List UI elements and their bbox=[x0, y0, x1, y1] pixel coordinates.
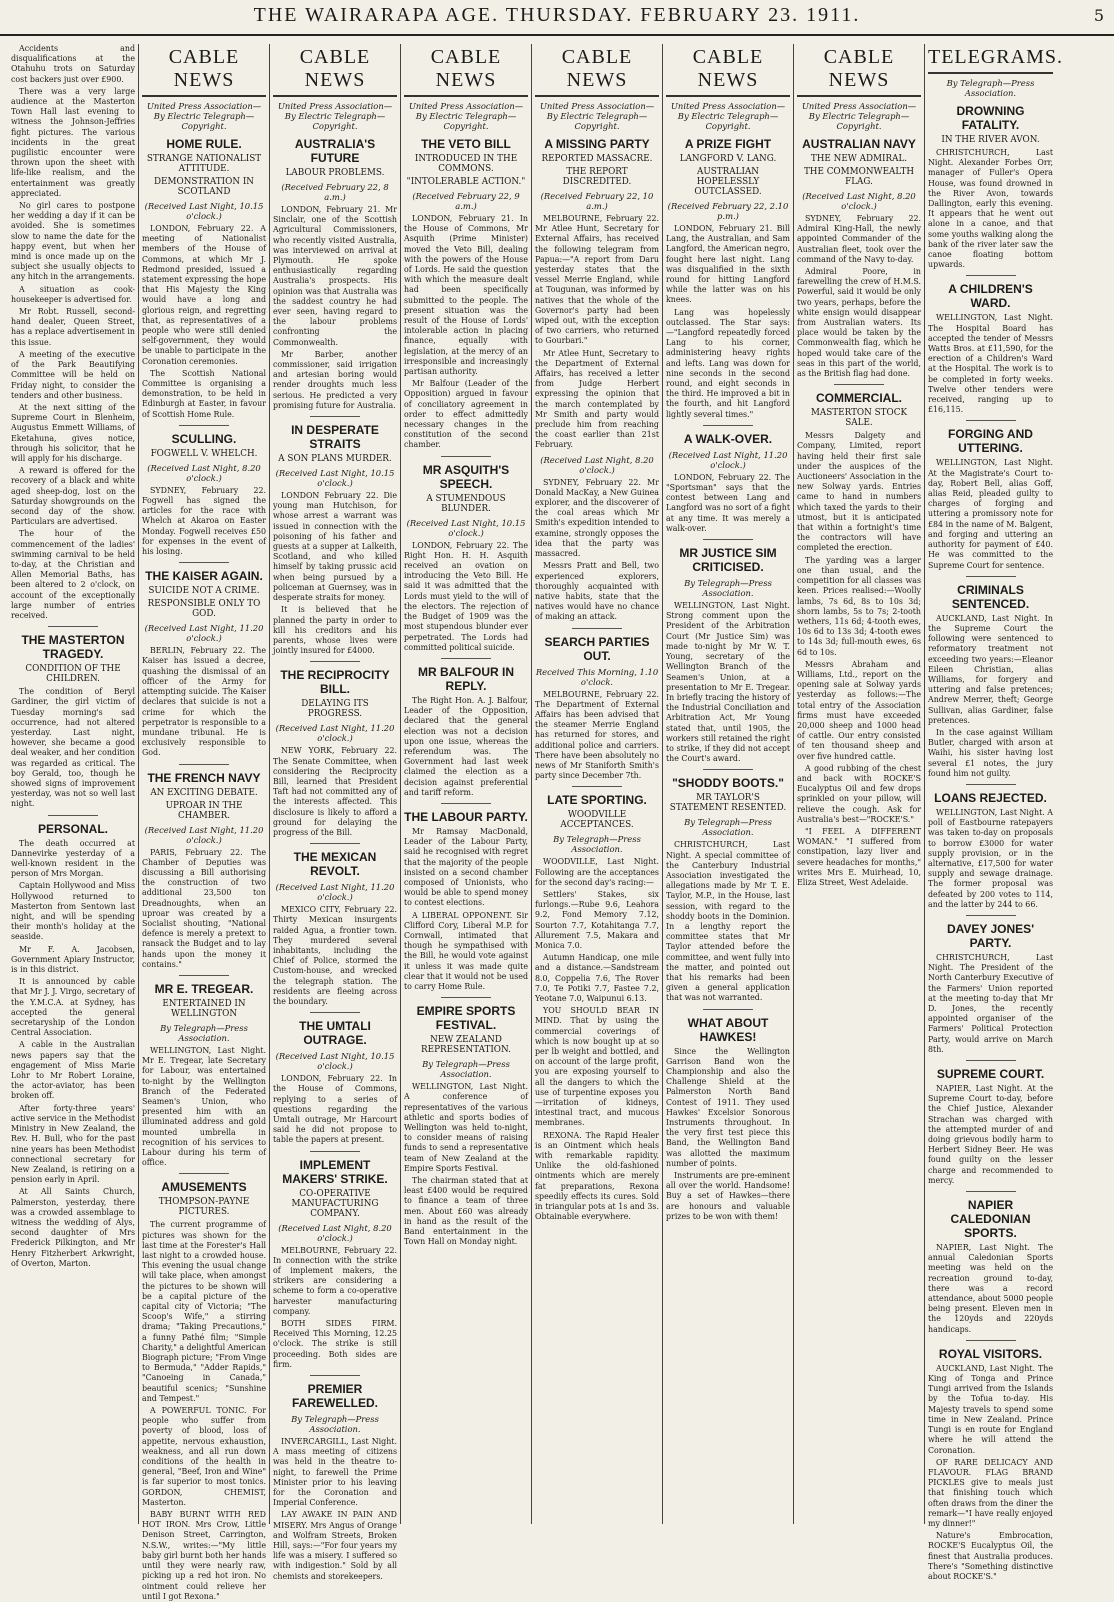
article-paragraph: WELLINGTON, Last Night. Mr E. Tregear, late Secretary for Labour, was entertained to-night by the Wellington Branch of the Federated Seamen's Union, who presented him with an illuminated address and gold mounted umbrella in recognition of his services to Labour during his term of office. bbox=[142, 1045, 266, 1168]
masthead bbox=[0, 4, 1114, 36]
divider bbox=[966, 915, 1016, 916]
article-subheading: MASTERTON STOCK SALE. bbox=[810, 408, 908, 429]
article-paragraph: A cable in the Australian news papers say that the engagement of Miss Marie Lohr to Mr Robert Loraine, the actor-aviator, has been broken off. bbox=[11, 1040, 135, 1101]
column-credit: United Press Association—By Electric Telegraph—Copyright. bbox=[277, 101, 393, 131]
article-heading: LOANS REJECTED. bbox=[934, 790, 1047, 805]
article-paragraph: Messrs Pratt and Bell, two experienced explorers, thoroughly acquainted with native habits, state that the natives would have no chance of making an attack. bbox=[535, 561, 659, 622]
column-cable-news-4 bbox=[532, 44, 663, 1524]
received-time: (Received Last Night, 10.15 o'clock.) bbox=[406, 517, 526, 538]
article-paragraph: A POWERFUL TONIC. For people who suffer from poverty of blood, loss of appetite, nervous exhaustion, weakness, and all run down conditions of the health in general, "Beef, Iron and Wine" is far superior to most tonics. GORDON, CHEMIST, Masterton. bbox=[142, 1406, 266, 1507]
article-paragraph: YOU SHOULD BEAR IN MIND. That by using the commercial coverings of which is now bought up at so per lb weight and bottled, and on account of the large profit, you are exposing yourself to all the dangers to which the use of turpentine exposes you—irritation of kidneys, intestinal tract, and mucous membranes. bbox=[535, 1006, 659, 1128]
article-heading: THE MEXICAN REVOLT. bbox=[293, 850, 377, 879]
column-cable-news-1 bbox=[139, 44, 270, 1601]
article-subheading: MR TAYLOR'S STATEMENT RESENTED. bbox=[669, 793, 787, 814]
article-subheading: STRANGE NATIONALIST ATTITUDE. bbox=[146, 154, 262, 174]
column-credit: By Telegraph—Press Association. bbox=[946, 78, 1035, 98]
received-time: (Received February 22, 9 a.m.) bbox=[412, 191, 520, 211]
article-subheading: LABOUR PROBLEMS. bbox=[285, 168, 385, 178]
article-paragraph: MEXICO CITY, February 22. Thirty Mexican insurgents raided Agua, a frontier town. They murdered several inhabitants, including the Chief of Police, stormed the Custom-house, and wrecked the telegraph station. The residents are fleeing across the boundary. bbox=[273, 905, 397, 1006]
article-paragraph: A good rubbing of the chest and back with ROCKE'S Eucalyptus Oil and few drops sprinkled on your pillow, will relieve the cough. Ask for Australia's best—"ROCKE'S." bbox=[797, 763, 921, 824]
column-banner: CABLE NEWS bbox=[142, 44, 266, 97]
article-subheading: LANGFORD V. LANG. bbox=[679, 154, 777, 164]
local-paragraph: There was a very large audience at the Masterton Town Hall last evening to witness the Johnson-Jeffries fight pictures. The various incidents in the great pugilistic encounter were thrown upon the sheet with life-like realism, and the entertainment was greatly appreciated. bbox=[11, 86, 135, 198]
article-paragraph: The chairman stated that at least £400 would be required to finance a team of three men. About £60 was already in hand as the result of the Band entertainment in the Town Hall on Monday night. bbox=[404, 1176, 528, 1247]
article-heading: WHAT ABOUT HAWKES! bbox=[687, 1015, 769, 1044]
article-heading: SUPREME COURT. bbox=[936, 1067, 1045, 1082]
article-credit: By Telegraph—Press Association. bbox=[160, 1022, 248, 1043]
column-cable-news-3 bbox=[401, 44, 532, 1524]
received-time: (Received Last Night, 11.20 o'clock.) bbox=[275, 723, 395, 744]
received-time: (Received Last Night, 11.20 o'clock.) bbox=[144, 623, 264, 644]
divider bbox=[310, 843, 360, 844]
article-heading: DROWNING FATALITY. bbox=[956, 104, 1025, 132]
received-time: (Received Last Night, 11.20 o'clock.) bbox=[144, 824, 264, 845]
divider bbox=[966, 275, 1016, 276]
article-heading: PERSONAL. bbox=[37, 821, 108, 836]
article-heading: THE MASTERTON TRAGEDY. bbox=[21, 633, 125, 662]
article-heading: THE KAISER AGAIN. bbox=[145, 569, 263, 584]
local-paragraph: The hour of the commencement of the ladies' swimming carnival to be held to-day, at the Christian and Allen Memorial Baths, has been altered to 2 o'clock, on account of the exceptionally large number of entries received. bbox=[11, 529, 135, 620]
column-cable-news-2 bbox=[270, 44, 401, 1581]
article-heading: A WALK-OVER. bbox=[683, 431, 773, 446]
article-heading: CRIMINALS SENTENCED. bbox=[951, 582, 1030, 611]
column-telegrams bbox=[925, 44, 1063, 1581]
article-paragraph: Nature's Embrocation, ROCKE'S Eucalyptus Oil, the finest that Australia produces. There's "Something distinctive about ROCKE'S." bbox=[928, 1531, 1053, 1581]
article-paragraph: MELBOURNE, February 22. In connection with the strike of implement makers, the strikers are considering a scheme to form a co-operative harvester manufacturing company. bbox=[273, 1245, 397, 1316]
article-paragraph: LONDON, February 22. The "Sportsman" says that the contest between Lang and Langford was no sort of a fight at any time. It was merely a walk-over. bbox=[666, 472, 790, 533]
column-local-news bbox=[8, 44, 139, 1524]
article-subheading: RESPONSIBLE ONLY TO GOD. bbox=[147, 599, 261, 620]
article-paragraph: It is believed that he planned the party in order to kill his creditors and his parents, whose lives were jointly insured for £4000. bbox=[273, 605, 397, 656]
received-time: (Received Last Night, 8.20 o'clock.) bbox=[802, 191, 916, 211]
article-subheading: THOMPSON-PAYNE PICTURES. bbox=[158, 1197, 250, 1218]
article-heading: EMPIRE SPORTS FESTIVAL. bbox=[416, 1004, 516, 1033]
article-paragraph: WELLINGTON, Last Night. The Hospital Board has accepted the tender of Messrs Watts Bros. at £11,590, for the erection of a Children's Ward at the Hospital. The work is to be completed in forty weeks. Twelve other tenders were received, ranging up to £16,115. bbox=[928, 313, 1053, 415]
article-heading: MR ASQUITH'S SPEECH. bbox=[422, 462, 510, 491]
article-paragraph: WOODVILLE, Last Night. Following are the acceptances for the second day's racing:— bbox=[535, 857, 659, 887]
column-banner: TELEGRAMS. bbox=[928, 44, 1053, 74]
divider bbox=[572, 786, 622, 787]
article-paragraph: Mr F. A. Jacobsen, Government Apiary Instructor, is in this district. bbox=[11, 944, 135, 975]
article-paragraph: The Scottish National Committee is organising a demonstration, to be held in Edinburgh at Easter, in favour of Scottish Home Rule. bbox=[142, 368, 266, 419]
local-paragraph: Mr Robt. Russell, second-hand dealer, Queen Street, has a replace advertisement in this issue. bbox=[11, 307, 135, 347]
article-paragraph: Autumn Handicap, one mile and a distance.—Sandstream 8.0, Coppelia 7.6, The Rover 7.0, Te Potiki 7.7, Fastee 7.2, Yeotane 7.0, Waipunui 6.13. bbox=[535, 953, 659, 1003]
divider bbox=[703, 1009, 753, 1010]
article-subheading: ENTERTAINED IN WELLINGTON bbox=[162, 998, 246, 1019]
article-paragraph: OF RARE DELICACY AND FLAVOUR. FLAG BRAND PICKLES give to meals just that finishing touch which often draws from the diner the remark—"I have really enjoyed my dinner!" bbox=[928, 1457, 1053, 1528]
article-subheading: AN EXCITING DEBATE. bbox=[150, 787, 258, 798]
divider bbox=[703, 425, 753, 426]
local-paragraph: A meeting of the executive of the Park Beautifying Committee will be held on Friday night, to consider the tenders and other business. bbox=[11, 349, 135, 400]
divider bbox=[441, 997, 491, 998]
article-heading: SCULLING. bbox=[171, 431, 237, 446]
divider bbox=[310, 1375, 360, 1376]
article-paragraph: NAPIER, Last Night. At the Supreme Court to-day, before the Chief Justice, Alexander Strachan was charged with the attempted murder of and doing grievous bodily harm to Herbert Sidney Beer. He was found guilty on the lesser charge and recommended to mercy. bbox=[928, 1084, 1053, 1185]
article-paragraph: At All Saints Church, Palmerston, yesterday, there was a crowded assemblage to witness the wedding of Alys, second daughter of Mrs Frederick Pilkington, and Mr Henry Fitzherbert Arkwright, of Overton, Marton. bbox=[11, 1187, 135, 1268]
received-time: (Received February 22, 8 a.m.) bbox=[281, 182, 389, 202]
article-paragraph: WELLINGTON, Last Night. A conference of representatives of the various athletic and sports bodies of Wellington was held to-night, to consider means of raising funds to send a representative team of New Zealand at the Empire Sports Festival. bbox=[404, 1082, 528, 1173]
article-paragraph: REXONA. The Rapid Healer is an Ointment which heals with remarkable rapidity. Unlike the old-fashioned ointments which are merely fat preparations, Rexona speedily effects its cures. Sold in triangular pots at 1s and 3s. Obtainable everywhere. bbox=[535, 1130, 659, 1222]
article-heading: COMMERCIAL. bbox=[816, 391, 902, 406]
article-heading: LATE SPORTING. bbox=[547, 793, 647, 808]
article-credit: By Telegraph—Press Association. bbox=[422, 1059, 510, 1080]
article-paragraph: Admiral Poore, in farewelling the crew of H.M.S. Powerful, said it would be only two years, perhaps, before the white ensign would disappear from Australian waters. Its place would be taken by the Commonwealth flag, which he hoped would take care of the seas in this part of the world, as the British flag had done. bbox=[797, 267, 921, 379]
article-paragraph: Mr Ramsay MacDonald, Leader of the Labour Party, said he recognised with regret that the majority of the people insisted on a second chamber composed of Unionists, who would be able to spend money to contest elections. bbox=[404, 826, 528, 908]
article-subheading: THE NEW ADMIRAL. bbox=[810, 154, 908, 164]
article-subheading: NEW ZEALAND REPRESENTATION. bbox=[421, 1035, 511, 1056]
received-time: (Received Last Night, 11.20 o'clock.) bbox=[668, 449, 788, 470]
article-paragraph: NAPIER, Last Night. The annual Caledonian Sports meeting was held on the recreation ground to-day, there was a record attendance, about 5000 people being present. Eleven men in the 120yds and 220yds handicaps. bbox=[928, 1243, 1053, 1334]
article-paragraph: Since the Wellington Garrison Band won the Championship and also the Challenge Shield at the Palmerston North Band Contest of 1911. They used Hawkes' Excelsior Sonorous Instruments throughout. In the very first test piece this Band, the Wellington Band was allotted the maximum number of points. bbox=[666, 1046, 790, 1168]
article-heading: THE FRENCH NAVY bbox=[147, 770, 261, 785]
received-time: (Received Last Night, 8.20 o'clock.) bbox=[147, 462, 261, 483]
article-paragraph: PARIS, February 22. The Chamber of Deputies was discussing a Bill authorising the construction of two additional 23,500 ton Dreadnoughts, when an uproar was created by a Socialist shouting, "National defence is merely a pretext to ransack the Budget and to lay hands upon the money it contains." bbox=[142, 847, 266, 969]
article-heading: A MISSING PARTY bbox=[544, 137, 650, 151]
page-columns bbox=[8, 44, 1108, 1601]
article-paragraph: MELBOURNE, February 22. Mr Atlee Hunt, Secretary for External Affairs, has received the following telegram from Papua:—"A report from Daru yesterday states that the vessel Merrie England, while at Tougunan, was informed by natives that the whole of the Governor's party had been wiped out, with the exception of two carriers, who returned to Gourbari." bbox=[535, 214, 659, 346]
article-heading: A PRIZE FIGHT bbox=[684, 137, 772, 151]
divider bbox=[834, 384, 884, 385]
article-credit: By Telegraph—Press Association. bbox=[553, 834, 641, 855]
article-heading: THE UMTALI OUTRAGE. bbox=[299, 1019, 371, 1048]
article-paragraph: LAY AWAKE IN PAIN AND MISERY. Mrs Angus of Orange and Wolfram Streets, Broken Hill, says:—"For four years my life was a misery. I suffered so with indigestion." Sold by all chemists and storekeepers. bbox=[273, 1510, 397, 1581]
article-paragraph: In the case against William Butler, charged with arson at Waihi, his sister having lost several £1 notes, the jury found him not guilty. bbox=[928, 727, 1053, 778]
divider bbox=[179, 975, 229, 976]
article-heading: FORGING AND UTTERING. bbox=[948, 427, 1033, 456]
article-subheading: CO-OPERATIVE MANUFACTURING COMPANY. bbox=[291, 1188, 379, 1219]
local-paragraph: No girl cares to postpone her wedding a day if it can be avoided. She is sometimes slow to name the date for the happy event, but when her mind is once made up on the subject she usually objects to any hitch in the arrangements. bbox=[11, 201, 135, 282]
article-credit: By Telegraph—Press Association. bbox=[684, 817, 772, 838]
article-paragraph: LONDON, February 21. In the House of Commons, Mr Asquith (Prime Minister) moved the Veto Bill, dealing with the powers of the House of Lords. He said the question with which the measure dealt had been specifically submitted to the people. The present situation was the result of the House of Lords' intolerable action in placing finance, equally with legislation, at the mercy of an irresponsible and increasingly partisan authority. bbox=[404, 214, 528, 377]
received-time: (Received Last Night, 8.20 o'clock.) bbox=[278, 1222, 392, 1243]
article-paragraph: AUCKLAND, Last Night. In the Supreme Court the following were sentenced to reformatory treatment not exceeding two years:—Eleanor Eileen Christian, alias Williams, for forgery and uttering and false pretences; Andrew Merrer, theft; George Sullivan, alias Gardiner, false pretences. bbox=[928, 613, 1053, 725]
divider bbox=[441, 658, 491, 659]
divider bbox=[703, 769, 753, 770]
column-credit: United Press Association—By Electric Telegraph—Copyright. bbox=[801, 101, 917, 131]
divider bbox=[310, 1012, 360, 1013]
received-time: Received This Morning, 1.10 o'clock. bbox=[535, 666, 659, 687]
article-heading: THE RECIPROCITY BILL. bbox=[280, 668, 390, 697]
column-banner: CABLE NEWS bbox=[797, 44, 921, 97]
page-number: 5 bbox=[1093, 6, 1104, 25]
column-credit: United Press Association—By Electric Telegraph—Copyright. bbox=[670, 101, 786, 131]
article-subheading: SUICIDE NOT A CRIME. bbox=[148, 586, 260, 597]
article-paragraph: LONDON, February 21. Mr Sinclair, one of the Scottish Agricultural Commissioners, who recently visited Australia, was interviewed on arrival at Plymouth. He spoke enthusiastically regarding Australia's prospects. His opinion was that Australia was the saddest country he had ever seen, having regard to the labour problems confronting the Commonwealth. bbox=[273, 205, 397, 347]
article-paragraph: After forty-three years' active service in the Methodist Ministry in New Zealand, the Rev. H. Bull, who for the past nine years has been Methodist connectional secretary for New Zealand, is retiring on a pension early in April. bbox=[11, 1103, 135, 1185]
article-subheading: IN THE RIVER AVON. bbox=[941, 135, 1040, 145]
article-paragraph: Instruments are pre-eminent all over the world. Handsome! Buy a set of Hawkes—there are honours and valuable prizes to be won with them! bbox=[666, 1171, 790, 1221]
received-time: (Received Last Night, 10.15 o'clock.) bbox=[144, 201, 264, 221]
article-paragraph: BABY BURNT WITH RED HOT IRON. Mrs Crow, Little Denison Street, Carrington, N.S.W., writes:—"My little baby girl burnt both her hands until they were nearly raw, picking up a red hot iron. No ointment could relieve her until I got Rexona." bbox=[142, 1510, 266, 1601]
article-paragraph: Settlers' Stakes, six furlongs.—Rube 9.6, Leahora 9.2, Fond Memory 7.12, Sourton 7.7, Kotahitanga 7.7, Allurement 7.5, Makara and Monica 7.0. bbox=[535, 889, 659, 950]
article-paragraph: SYDNEY, February 22. Mr Donald MacKay, a New Guinea explorer, and the discoverer of the coal areas which Mr Smith's expedition intended to examine, strongly opposes the idea that the party was massacred. bbox=[535, 477, 659, 559]
article-subheading: "INTOLERABLE ACTION." bbox=[406, 177, 526, 187]
article-paragraph: The condition of Beryl Gardiner, the girl victim of Tuesday morning's sad occurrence, had not altered yesterday. Last night, however, she became a good deal weaker, and her condition was regarded as critical. The boy Gerald, too, though he showed signs of improvement yesterday, was not so well last night. bbox=[11, 687, 135, 809]
article-paragraph: Messrs Dalgety and Company, Limited, report having held their first sale under the auspices of the Auctioneers' Association in the new Solway yards. Entries came to hand in numbers which taxed the yards to their utmost, but it is anticipated that within a fortnight's time the contractors will have completed the erection. bbox=[797, 431, 921, 553]
article-heading: IN DESPERATE STRAITS bbox=[291, 423, 379, 452]
article-paragraph: LONDON, February 22. A meeting of Nationalist members of the House of Commons, at which Mr J. Redmond presided, issued a statement expressing the hope that His Majesty the King would have a long and glorious reign, and regretting that, as representatives of a people who were still denied self-government, they would be unable to participate in the Coronation ceremonies. bbox=[142, 224, 266, 366]
received-time: (Received Last Night, 11.20 o'clock.) bbox=[275, 882, 395, 903]
local-paragraph: Accidents and disqualifications at the Otahuhu trots on Saturday cost backers just over £900. bbox=[11, 44, 135, 84]
article-paragraph: The yarding was a larger one than usual, and the competition for all classes was keen. Prices realised:—Woolly lambs, 7s 6d, 8s to 10s 3d; shorn lambs, 5s to 7s; 2-tooth wethers, 11s 6d; 4-tooth ewes, 10s 6d to 13s 3d; 4-tooth ewes to 14s 3d; full-mouth ewes, 6s 6d to 10s. bbox=[797, 555, 921, 657]
divider bbox=[48, 626, 98, 627]
article-heading: AUSTRALIA'S FUTURE bbox=[294, 137, 376, 165]
article-paragraph: LONDON February 22. Die young man Hutchison, for whose arrest a warrant was issued in connection with the poisoning of his father and guests at a supper at Lalkeith, Scotland, and who killed himself by taking prussic acid when being pursued by a policeman at Guernsey, was in desperate straits for money. bbox=[273, 491, 397, 603]
article-heading: THE LABOUR PARTY. bbox=[404, 809, 528, 824]
received-time: (Received February 22, 2.10 p.m.) bbox=[667, 201, 789, 221]
article-paragraph: The current programme of pictures was shown for the last time at the Forester's Hall last night to a crowded house. This evening the usual change will take place, when amongst the pictures to be shown will be a capital picture of the capital city of Victoria; "The Scoop's Wife," a stirring drama; "Taking Precautions," a funny Pathé film; "Simple Charity," a delightful American Biograph picture; "From Vinge to Bermuda," "Adder Rapids," "Canoeing in Canada," beautiful scenics; "Sunshine and Tempest." bbox=[142, 1220, 267, 1403]
article-paragraph: Captain Hollywood and Miss Hollywood returned to Masterton from Sentown last night, and will be spending their month's holiday at the seaside. bbox=[11, 881, 135, 942]
article-paragraph: AUCKLAND, Last Night. The King of Tonga and Prince Tungi arrived from the Islands by the Tofua to-day. His Majesty travels to spend some time in New Zealand. Prince Tungi is en route for England where he will attend the Coronation. bbox=[928, 1363, 1053, 1455]
divider bbox=[310, 1151, 360, 1152]
article-heading: SEARCH PARTIES OUT. bbox=[544, 634, 650, 663]
divider bbox=[703, 539, 753, 540]
article-paragraph: The Right Hon. A. J. Balfour, Leader of the Opposition, declared that the general election was not a decision upon one issue, whereas the referendum was. The Government had last week claimed the election as a decision against preferential and tariff reform. bbox=[404, 695, 528, 797]
article-subheading: A SON PLANS MURDER. bbox=[278, 454, 392, 465]
article-paragraph: Mr Balfour (Leader of the Opposition) argued in favour of conciliatory agreement in order to effect admittedly necessary changes in the constitution of the second chamber. bbox=[404, 379, 528, 450]
article-paragraph: MELBOURNE, February 22. The Department of External Affairs has been advised that the steamer Merrie England has returned for stores, and additional police and carriers. There have been absolutely no news of Mr Staniforth Smith's party since December 7th. bbox=[535, 689, 659, 781]
article-paragraph: Mr Atlee Hunt, Secretary to the Department of External Affairs, has received a letter from Judge Herbert expressing the opinion that the march contemplated by Mr Smith and party would preclude him from reaching the coast earlier than 21st February. bbox=[535, 348, 659, 450]
article-paragraph: WELLINGTON, Last Night. At the Magistrate's Court to-day, Robert Bell, alias Goff, alias Reid, pleaded guilty to charges of forging and uttering a promissory note for £84 in the name of M. Balgent, and forging and uttering an authority for payment of £40. He was committed to the Supreme Court for sentence. bbox=[928, 458, 1053, 570]
divider bbox=[966, 1060, 1016, 1061]
article-paragraph: SYDNEY, February 22. Fogwell has signed the articles for the race with Whelch at Akaroa on Easter Monday. Fogwell receives £50 for expenses in the event of his losing. bbox=[142, 485, 266, 557]
received-time: (Received Last Night, 10.15 o'clock.) bbox=[275, 468, 395, 489]
column-credit: United Press Association—By Electric Telegraph—Copyright. bbox=[146, 101, 262, 131]
article-heading: MR JUSTICE SIM CRITICISED. bbox=[679, 546, 777, 575]
article-paragraph: Lang was hopelessly outclassed. The Star says:—"Langford repeatedly forced Lang to his corner, administering heavy rights and lefts. Lang was down for nine seconds in the second round, and eight seconds in the third. He improved a bit in the fourth, and hit Langford lightly several times." bbox=[666, 307, 790, 419]
article-subheading: DELAYING ITS PROGRESS. bbox=[301, 699, 369, 720]
article-paragraph: WELLINGTON, Last Night. A poll of Eastbourne ratepayers was taken to-day on proposals to borrow £3000 for water supply provision, or in the alternative, £17,500 for water supply and sewage drainage. The former proposal was defeated by 200 votes to 114, and the latter by 244 to 66. bbox=[928, 807, 1053, 909]
article-paragraph: CHRISTCHURCH, Last Night. The President of the North Canterbury Executive of the Farmers' Union reported at the meeting to-day that Mr D. Jones, the recently appointed organiser of the Farmers' Political Protection Party, would arrive on March 8th. bbox=[928, 952, 1053, 1054]
article-subheading: DEMONSTRATION IN SCOTLAND bbox=[154, 177, 254, 197]
article-subheading: AUSTRALIAN HOPELESSLY OUTCLASSED. bbox=[694, 167, 762, 197]
local-paragraph: A reward is offered for the recovery of a black and white aged sheep-dog, lost on the Saturday showgrounds on the second day of the show. Particulars are advertised. bbox=[11, 466, 135, 527]
article-paragraph: CHRISTCHURCH, Last Night. Alexander Forbes Orr, manager of Fuller's Opera House, was found drowned in the River Avon, towards Dallington, early this evening. It appears that he went out alone in a canoe, and that some youths walking along the bank of the river later saw the canoe floating bottom upwards. bbox=[928, 148, 1053, 270]
divider bbox=[966, 784, 1016, 785]
article-paragraph: LONDON, February 22. The Right Hon. H. H. Asquith received an ovation on introducing the Veto Bill. He said it was admitted that the Lords must yield to the will of the electors. The rejection of the Budget of 1909 was the most stupendous blunder ever perpetrated. The Lords had committed political suicide. bbox=[404, 540, 528, 652]
article-heading: DAVEY JONES' PARTY. bbox=[946, 921, 1035, 950]
divider bbox=[966, 1340, 1016, 1341]
divider bbox=[310, 416, 360, 417]
article-credit: By Telegraph—Press Association. bbox=[684, 578, 772, 599]
article-heading: THE VETO BILL bbox=[421, 137, 511, 151]
article-paragraph: LONDON, February 22. In the House of Commons, replying to a series of questions regarding the Umtali outrage, Mr Harcourt said he did not propose to table the papers at present. bbox=[273, 1074, 397, 1145]
divider bbox=[441, 456, 491, 457]
article-subheading: A STUMENDOUS BLUNDER. bbox=[426, 493, 506, 514]
local-paragraph: A situation as cook-housekeeper is advertised for. bbox=[11, 284, 135, 304]
article-paragraph: INVERCARGILL, Last Night. A mass meeting of citizens was held in the theatre to-night, to farewell the Prime Minister prior to his leaving for the Coronation and Imperial Conference. bbox=[273, 1437, 397, 1508]
article-paragraph: A LIBERAL OPPONENT. Sir Clifford Cory, Liberal M.P. for Cornwall, intimated that though he sympathised with the Bill, he would vote against it unless it was made quite clear that it would not be used to carry Home Rule. bbox=[404, 910, 528, 991]
article-paragraph: BOTH SIDES FIRM. Received This Morning, 12.25 o'clock. The strike is still proceeding. Both sides are firm. bbox=[273, 1319, 397, 1369]
column-cable-news-6 bbox=[794, 44, 925, 1524]
divider bbox=[966, 1191, 1016, 1192]
article-heading: A CHILDREN'S WARD. bbox=[948, 282, 1033, 311]
column-banner: CABLE NEWS bbox=[273, 44, 397, 97]
article-paragraph: WELLINGTON, Last Night. Strong comment upon the President of the Arbitration Court (Mr Justice Sim) was made to-night by Mr W. T. Young, secretary of the Wellington Branch of the Seamen's Union, at a presentation to Mr E. Tregear. In briefly tracing the history of the Industrial Conciliation and Arbitration Act, Mr Young stated that, until 1905, the workers still retained the right to strike, if they did not accept the Court's award. bbox=[666, 601, 790, 764]
article-heading: "SHODDY BOOTS." bbox=[672, 776, 784, 791]
column-credit: United Press Association—By Electric Telegraph—Copyright. bbox=[539, 101, 655, 131]
article-heading: PREMIER FAREWELLED. bbox=[292, 1382, 378, 1411]
column-banner: CABLE NEWS bbox=[404, 44, 528, 97]
article-subheading: CONDITION OF THE CHILDREN. bbox=[25, 664, 121, 685]
divider bbox=[441, 803, 491, 804]
divider bbox=[572, 628, 622, 629]
article-paragraph: It is announced by cable that Mr J. J. Virgo, secretary of the Y.M.C.A. at Sydney, has accepted the general secretaryship of the London Central Association. bbox=[11, 977, 135, 1038]
divider bbox=[966, 576, 1016, 577]
article-paragraph: CHRISTCHURCH, Last Night. A special committee of the Canterbury Industrial Association investigated the allegations made by Mr T. E. Taylor, M.P., in the House, last session, with regard to the shoddy boots in the Dominion. In a lengthy report the committee states that Mr Taylor attended before the committee, and went fully into the matter, and pointed out that his remarks had been given a general application that was not warranted. bbox=[666, 840, 790, 1003]
article-heading: IMPLEMENT MAKERS' STRIKE. bbox=[282, 1157, 388, 1186]
received-time: (Received Last Night, 8.20 o'clock.) bbox=[540, 454, 654, 475]
column-cable-news-5 bbox=[663, 44, 794, 1524]
article-subheading: FOGWELL V. WHELCH. bbox=[150, 448, 258, 459]
divider bbox=[179, 764, 229, 765]
article-subheading: INTRODUCED IN THE COMMONS. bbox=[414, 154, 518, 174]
article-paragraph: Messrs Abraham and Williams, Ltd., report on the opening sale at Solway yards yesterday as follows:—The total entry of the Association firms must have exceeded 20,000 sheep and 1000 head of cattle. Our entry consisted of ten thousand sheep and over five hundred cattle. bbox=[797, 659, 921, 761]
article-subheading: THE COMMONWEALTH FLAG. bbox=[803, 167, 915, 187]
local-paragraph: At the next sitting of the Supreme Court in Blenheim, Augustus Emmett Williams, of Eketahuna, gives notice, through his solicitor, that he will apply for his discharge. bbox=[11, 402, 135, 463]
article-paragraph: Mr Barber, another commissioner, said irrigation and artesian boring would render droughts much less serious. He predicted a very promising future for Australia. bbox=[273, 349, 397, 410]
article-heading: ROYAL VISITORS. bbox=[938, 1346, 1043, 1361]
divider bbox=[179, 562, 229, 563]
received-time: (Received February 22, 10 a.m.) bbox=[540, 191, 654, 211]
article-subheading: REPORTED MASSACRE. bbox=[541, 154, 653, 164]
article-paragraph: "I FEEL A DIFFERENT WOMAN." "I suffered from constipation, lazy liver and severe headaches for months," writes Mrs E. Muirhead, 10, Eliza Street, West Adelaide. bbox=[797, 826, 921, 887]
article-paragraph: LONDON, February 21. Bill Lang, the Australian, and Sam Langford, the American negro, fought here last night. Lang was disqualified in the sixth round for hitting Langford while the latter was on his knees. bbox=[666, 224, 790, 305]
column-banner: CABLE NEWS bbox=[535, 44, 659, 97]
article-subheading: THE REPORT DISCREDITED. bbox=[562, 167, 632, 187]
divider bbox=[179, 425, 229, 426]
article-paragraph: The death occurred at Dannevirke yesterday of a well-known resident in the person of Mrs Morgan. bbox=[11, 838, 135, 879]
article-paragraph: SYDNEY, February 22. Admiral King-Hall, the newly appointed Commander of the Australian fleet, took over the command of the Navy to-day. bbox=[797, 214, 921, 264]
article-heading: MR BALFOUR IN REPLY. bbox=[418, 664, 514, 693]
article-credit: By Telegraph—Press Association. bbox=[291, 1414, 379, 1435]
article-heading: HOME RULE. bbox=[166, 137, 242, 151]
divider bbox=[966, 420, 1016, 421]
article-heading: NAPIER CALEDONIAN SPORTS. bbox=[950, 1198, 1031, 1241]
article-paragraph: BERLIN, February 22. The Kaiser has issued a decree, quashing the dismissal of an officer of the Army for attempting suicide. The Kaiser declares that suicide is not a crime for which the perpetrator is responsible to a mundane tribunal. He is exclusively responsible to God. bbox=[142, 646, 266, 758]
article-heading: MR E. TREGEAR. bbox=[154, 981, 254, 996]
newspaper-title: THE WAIRARAPA AGE. THURSDAY. FEBRUARY 23. 1911. bbox=[253, 4, 861, 26]
article-subheading: WOODVILLE ACCEPTANCES. bbox=[560, 810, 634, 831]
divider bbox=[48, 815, 98, 816]
article-heading: AUSTRALIAN NAVY bbox=[802, 137, 916, 151]
article-subheading: UPROAR IN THE CHAMBER. bbox=[165, 800, 243, 821]
received-time: (Received Last Night, 10.15 o'clock.) bbox=[275, 1051, 395, 1072]
local-news-section bbox=[11, 44, 135, 621]
column-banner: CABLE NEWS bbox=[666, 44, 790, 97]
divider bbox=[310, 661, 360, 662]
article-heading: AMUSEMENTS bbox=[161, 1180, 247, 1195]
column-credit: United Press Association—By Electric Telegraph—Copyright. bbox=[408, 101, 524, 131]
article-paragraph: NEW YORK, February 22. The Senate Committee, when considering the Reciprocity Bill, learned that President Taft had not committed any of the interests affected. This disclosure is likely to afford a ground for delaying the progress of the Bill. bbox=[273, 746, 397, 837]
divider bbox=[179, 1173, 229, 1174]
